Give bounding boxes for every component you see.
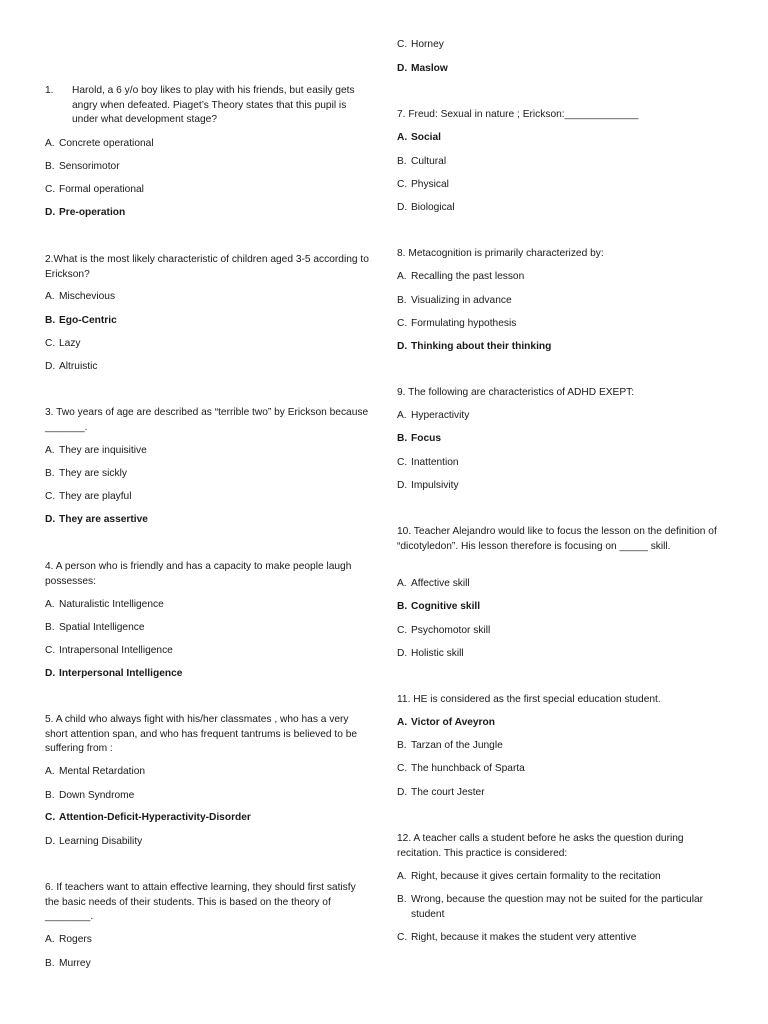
q5-option-a <box>45 765 145 780</box>
option-text: They are inquisitive <box>59 445 147 456</box>
option-letter: C. <box>397 39 408 50</box>
option-letter: B. <box>397 295 407 306</box>
option-text: Formal operational <box>59 184 144 195</box>
q1-option-a <box>45 137 154 152</box>
q11-option-c <box>397 762 525 777</box>
q5-option-d <box>45 835 142 850</box>
option-letter: D. <box>397 648 408 659</box>
option-text: Thinking about their thinking <box>411 341 552 352</box>
option-text: Rogers <box>59 934 92 945</box>
option-letter: A. <box>397 132 408 143</box>
question-2-stem: 2.What is the most likely characteristic of children aged 3-5 according to Erickson? <box>45 254 369 280</box>
question-7-stem: 7. Freud: Sexual in nature ; Erickson:_____________ <box>397 109 639 120</box>
option-letter: C. <box>45 184 56 195</box>
option-letter: D. <box>397 63 408 74</box>
option-text: Mischevious <box>59 291 116 302</box>
q8-option-d-answer <box>397 340 551 355</box>
option-text: They are assertive <box>59 514 148 525</box>
question-4-stem: 4. A person who is friendly and has a capacity to make people laugh possesses: <box>45 561 352 587</box>
q9-option-d <box>397 479 459 494</box>
option-text: Psychomotor skill <box>411 625 491 636</box>
option-text: Holistic skill <box>411 648 464 659</box>
q12-option-a <box>397 870 661 885</box>
question-11-stem: 11. HE is considered as the first special education student. <box>397 694 661 705</box>
option-text: Cognitive skill <box>411 601 481 612</box>
question-number: 1. <box>45 85 54 96</box>
q9-option-c <box>397 456 459 471</box>
option-letter: B. <box>45 315 56 326</box>
question-1-stem <box>45 84 370 128</box>
q11-option-d <box>397 786 485 801</box>
option-letter: A. <box>397 871 407 882</box>
option-letter: C. <box>45 812 56 823</box>
option-text: Interpersonal Intelligence <box>59 668 183 679</box>
question-3-stem: 3. Two years of age are described as “terrible two” by Erickson because _______. <box>45 407 369 433</box>
q10-option-b-answer <box>397 600 480 615</box>
question-5-stem: 5. A child who always fight with his/her classmates , who has a very short attention span, and who has frequent tantrums is believed to be suffering from : <box>45 714 358 755</box>
option-letter: A. <box>45 138 55 149</box>
option-text: Affective skill <box>411 578 470 589</box>
q7-option-c <box>397 178 449 193</box>
option-letter: C. <box>397 763 408 774</box>
q8-option-c <box>397 317 516 332</box>
q11-option-a-answer <box>397 716 495 731</box>
q8-option-a <box>397 270 524 285</box>
option-text: Learning Disability <box>59 836 143 847</box>
question-8-stem: 8. Metacognition is primarily characterized by: <box>397 248 604 259</box>
option-letter: C. <box>45 491 56 502</box>
q10-option-d <box>397 647 464 662</box>
option-text: Focus <box>411 433 442 444</box>
q7-option-a-answer <box>397 131 441 146</box>
option-letter: A. <box>397 271 407 282</box>
option-text: Cultural <box>411 156 447 167</box>
q2-option-a <box>45 290 115 305</box>
option-text: Murrey <box>59 958 91 969</box>
q6-option-d-answer <box>397 62 448 77</box>
option-text: Spatial Intelligence <box>59 622 145 633</box>
question-12-stem: 12. A teacher calls a student before he asks the question during recitation. This practice is considered: <box>397 833 684 859</box>
option-text: Lazy <box>59 338 81 349</box>
option-text: Tarzan of the Jungle <box>411 740 503 751</box>
q10-option-a <box>397 577 470 592</box>
option-text: They are playful <box>59 491 132 502</box>
option-letter: C. <box>45 338 56 349</box>
option-text: Hyperactivity <box>411 410 470 421</box>
option-letter: C. <box>397 179 408 190</box>
option-text: Visualizing in advance <box>411 295 512 306</box>
option-letter: C. <box>45 645 56 656</box>
q2-option-c <box>45 337 81 352</box>
option-text: Mental Retardation <box>59 766 146 777</box>
option-text: They are sickly <box>59 468 127 479</box>
option-text: Physical <box>411 179 449 190</box>
option-text: Right, because it makes the student very attentive <box>411 932 637 943</box>
q6-option-c <box>397 38 444 53</box>
option-letter: A. <box>45 445 55 456</box>
option-text: Naturalistic Intelligence <box>59 599 164 610</box>
q3-option-d-answer <box>45 513 148 528</box>
question-10-stem: 10. Teacher Alejandro would like to focus the lesson on the definition of “dicotyledon”. His lesson therefore is focusing on _____ skill. <box>397 526 717 552</box>
q9-option-a <box>397 409 469 424</box>
option-text: Down Syndrome <box>59 790 135 801</box>
q12-option-b <box>397 893 722 922</box>
option-letter: B. <box>45 161 55 172</box>
q1-option-b <box>45 160 120 175</box>
option-letter: B. <box>397 740 407 751</box>
q1-option-c <box>45 183 144 198</box>
option-text: Right, because it gives certain formality to the recitation <box>411 871 661 882</box>
q7-option-b <box>397 155 446 170</box>
option-text: Concrete operational <box>59 138 154 149</box>
option-text: Victor of Aveyron <box>411 717 495 728</box>
option-letter: C. <box>397 932 408 943</box>
q2-option-b-answer <box>45 314 117 329</box>
option-letter: D. <box>45 207 56 218</box>
option-text: The court Jester <box>411 787 485 798</box>
q4-option-d-answer <box>45 667 182 682</box>
option-letter: A. <box>397 717 408 728</box>
q1-option-d-answer <box>45 206 125 221</box>
option-letter: D. <box>397 787 408 798</box>
q4-option-c <box>45 644 173 659</box>
option-letter: A. <box>45 766 55 777</box>
q3-option-a <box>45 444 147 459</box>
option-letter: B. <box>397 894 407 905</box>
option-text: Impulsivity <box>411 480 459 491</box>
option-text: Recalling the past lesson <box>411 271 525 282</box>
option-letter: D. <box>45 836 56 847</box>
question-6-stem: 6. If teachers want to attain effective learning, they should first satisfy the basic needs of their students. This is based on the theory of ________. <box>45 882 356 923</box>
option-letter: C. <box>397 457 408 468</box>
option-letter: B. <box>397 156 407 167</box>
option-letter: D. <box>397 341 408 352</box>
q6-option-b <box>45 957 91 972</box>
option-letter: D. <box>397 480 408 491</box>
option-letter: A. <box>45 291 55 302</box>
option-letter: D. <box>45 361 56 372</box>
option-letter: B. <box>45 468 55 479</box>
option-letter: A. <box>397 578 407 589</box>
option-letter: B. <box>45 958 55 969</box>
q11-option-b <box>397 739 503 754</box>
option-letter: C. <box>397 318 408 329</box>
option-text: Altruistic <box>59 361 98 372</box>
question-9-stem: 9. The following are characteristics of ADHD EXEPT: <box>397 387 635 398</box>
option-letter: C. <box>397 625 408 636</box>
option-text: Horney <box>411 39 444 50</box>
option-text: The hunchback of Sparta <box>411 763 525 774</box>
option-text: Wrong, because the question may not be suited for the particular student <box>411 894 704 920</box>
option-text: Intrapersonal Intelligence <box>59 645 173 656</box>
option-text: Inattention <box>411 457 459 468</box>
q3-option-b <box>45 467 127 482</box>
q4-option-b <box>45 621 145 636</box>
q2-option-d <box>45 360 98 375</box>
option-letter: D. <box>397 202 408 213</box>
option-letter: B. <box>397 601 408 612</box>
q5-option-b <box>45 789 134 804</box>
option-text: Social <box>411 132 442 143</box>
option-text: Formulating hypothesis <box>411 318 517 329</box>
q8-option-b <box>397 294 512 309</box>
option-letter: A. <box>45 599 55 610</box>
option-text: Maslow <box>411 63 448 74</box>
option-letter: D. <box>45 514 56 525</box>
option-letter: B. <box>45 790 55 801</box>
q7-option-d <box>397 201 455 216</box>
option-text: Ego-Centric <box>59 315 117 326</box>
question-text: Harold, a 6 y/o boy likes to play with his friends, but easily gets angry when defeated. Piaget’s Theory states that this pupil is under what development stage? <box>72 85 355 126</box>
option-text: Attention-Deficit-Hyperactivity-Disorder <box>59 812 251 823</box>
option-letter: A. <box>397 410 407 421</box>
q4-option-a <box>45 598 164 613</box>
q9-option-b-answer <box>397 432 441 447</box>
option-letter: D. <box>45 668 56 679</box>
q3-option-c <box>45 490 131 505</box>
option-text: Pre-operation <box>59 207 126 218</box>
option-letter: A. <box>45 934 55 945</box>
option-text: Sensorimotor <box>59 161 120 172</box>
option-letter: B. <box>397 433 408 444</box>
q6-option-a <box>45 933 92 948</box>
q10-option-c <box>397 624 490 639</box>
q12-option-c <box>397 931 636 946</box>
q5-option-c-answer <box>45 811 251 826</box>
option-text: Biological <box>411 202 455 213</box>
option-letter: B. <box>45 622 55 633</box>
